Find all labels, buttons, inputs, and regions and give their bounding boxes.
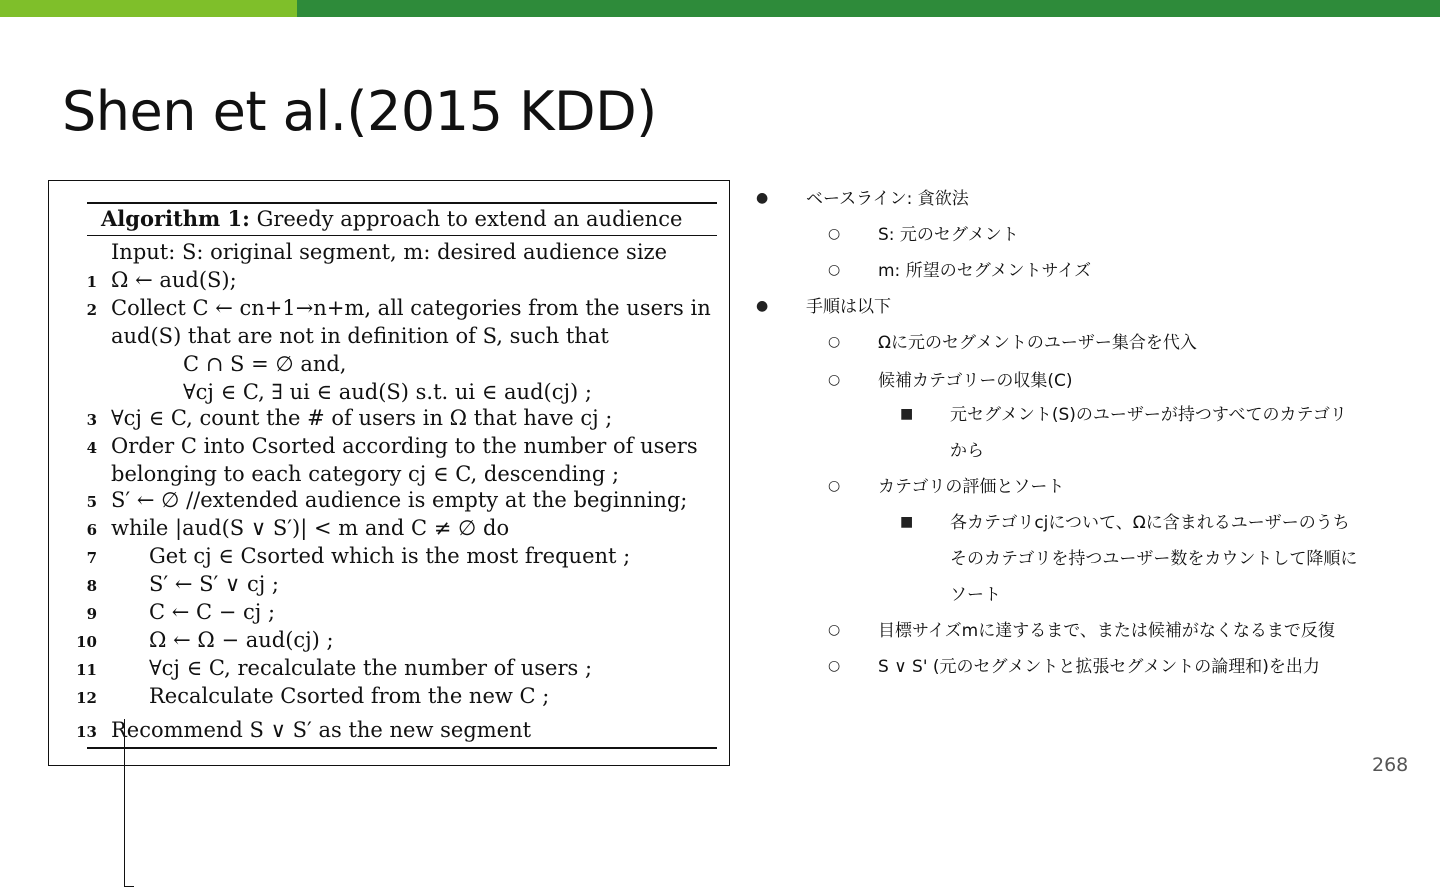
- note-text: Ωに元のセグメントのユーザー集合を代入: [878, 333, 1197, 353]
- algorithm-line: ∀cj ∈ C, count the # of users in Ω that have cj ;: [111, 406, 613, 430]
- algorithm-line: Recommend S ∨ S′ as the new segment: [111, 718, 532, 742]
- algorithm-line-number: 12: [76, 689, 97, 707]
- algorithm-figure: [48, 180, 730, 766]
- note-bullet: ●: [756, 190, 769, 206]
- while-loop-bracket: [124, 719, 134, 887]
- note-bullet: ○: [828, 478, 841, 494]
- note-text: そのカテゴリを持つユーザー数をカウントして降順に: [950, 549, 1358, 569]
- algorithm-line-number: 2: [86, 301, 97, 319]
- algorithm-line: C ← C − cj ;: [149, 600, 276, 624]
- algorithm-line: Input: S: original segment, m: desired audience size: [111, 240, 668, 264]
- algorithm-line: ∀cj ∈ C, recalculate the number of users ;: [149, 656, 593, 680]
- algorithm-line: while |aud(S ∨ S′)| < m and C ≠ ∅ do: [111, 516, 510, 540]
- algorithm-header: [101, 206, 682, 232]
- accent-bar-light: [0, 0, 297, 17]
- algorithm-line-number: 1: [86, 273, 97, 291]
- note-text: から: [950, 441, 984, 461]
- algorithm-line: Ω ← aud(S);: [111, 268, 237, 292]
- accent-bar-dark: [297, 0, 1440, 17]
- note-text: ベースライン: 貪欲法: [806, 189, 969, 209]
- algorithm-line: Collect C ← cn+1→n+m, all categories from the users in: [111, 296, 711, 320]
- algorithm-header-rule: [87, 235, 717, 236]
- note-text: 候補カテゴリーの収集(C): [878, 371, 1073, 391]
- algorithm-line-number: 4: [86, 439, 97, 457]
- algorithm-line: Recalculate Csorted from the new C ;: [149, 684, 550, 708]
- note-text: 目標サイズmに達するまで、または候補がなくなるまで反復: [878, 621, 1335, 641]
- algorithm-line-number: 8: [86, 577, 97, 595]
- algorithm-header-text: Greedy approach to extend an audience: [256, 207, 683, 231]
- algorithm-line-number: 3: [86, 411, 97, 429]
- algorithm-header-label: Algorithm 1:: [101, 206, 250, 231]
- algorithm-line-number: 10: [76, 633, 97, 651]
- algorithm-line: C ∩ S = ∅ and,: [183, 352, 347, 376]
- algorithm-line-number: 9: [86, 605, 97, 623]
- note-bullet: ○: [828, 372, 841, 388]
- note-bullet: ○: [828, 262, 841, 278]
- note-text: ソート: [950, 585, 1001, 605]
- note-bullet: ○: [828, 334, 841, 350]
- note-bullet: ■: [900, 514, 914, 530]
- algorithm-line: Get cj ∈ Csorted which is the most frequent ;: [149, 544, 631, 568]
- algorithm-bottom-rule: [87, 747, 717, 749]
- algorithm-line-number: 5: [86, 493, 97, 511]
- note-bullet: ●: [756, 298, 769, 314]
- page-number: 268: [1372, 754, 1409, 776]
- note-bullet: ■: [900, 406, 914, 422]
- slide-title: Shen et al.(2015 KDD): [62, 80, 657, 143]
- note-bullet: ○: [828, 226, 841, 242]
- note-text: 各カテゴリcjについて、Ωに含まれるユーザーのうち: [950, 513, 1350, 533]
- algorithm-top-rule: [87, 202, 717, 204]
- algorithm-line-number: 13: [76, 723, 97, 741]
- note-text: カテゴリの評価とソート: [878, 477, 1065, 497]
- algorithm-line: Order C into Csorted according to the number of users: [111, 434, 698, 458]
- algorithm-line: S′ ← ∅ //extended audience is empty at the beginning;: [111, 488, 688, 512]
- algorithm-line: Ω ← Ω − aud(cj) ;: [149, 628, 334, 652]
- algorithm-line-number: 7: [86, 549, 97, 567]
- note-text: S: 元のセグメント: [878, 225, 1019, 245]
- note-text: m: 所望のセグメントサイズ: [878, 261, 1092, 281]
- note-text: S ∨ S' (元のセグメントと拡張セグメントの論理和)を出力: [878, 657, 1320, 677]
- algorithm-line: belonging to each category cj ∈ C, descending ;: [111, 462, 620, 486]
- note-text: 手順は以下: [806, 297, 891, 317]
- algorithm-line: S′ ← S′ ∨ cj ;: [149, 572, 279, 596]
- algorithm-line: aud(S) that are not in definition of S, such that: [111, 324, 609, 348]
- algorithm-line-number: 6: [86, 521, 97, 539]
- note-bullet: ○: [828, 658, 841, 674]
- note-bullet: ○: [828, 622, 841, 638]
- note-text: 元セグメント(S)のユーザーが持つすべてのカテゴリ: [950, 405, 1347, 425]
- algorithm-line-number: 11: [76, 661, 97, 679]
- algorithm-line: ∀cj ∈ C, ∃ ui ∈ aud(S) s.t. ui ∈ aud(cj) ;: [183, 380, 592, 404]
